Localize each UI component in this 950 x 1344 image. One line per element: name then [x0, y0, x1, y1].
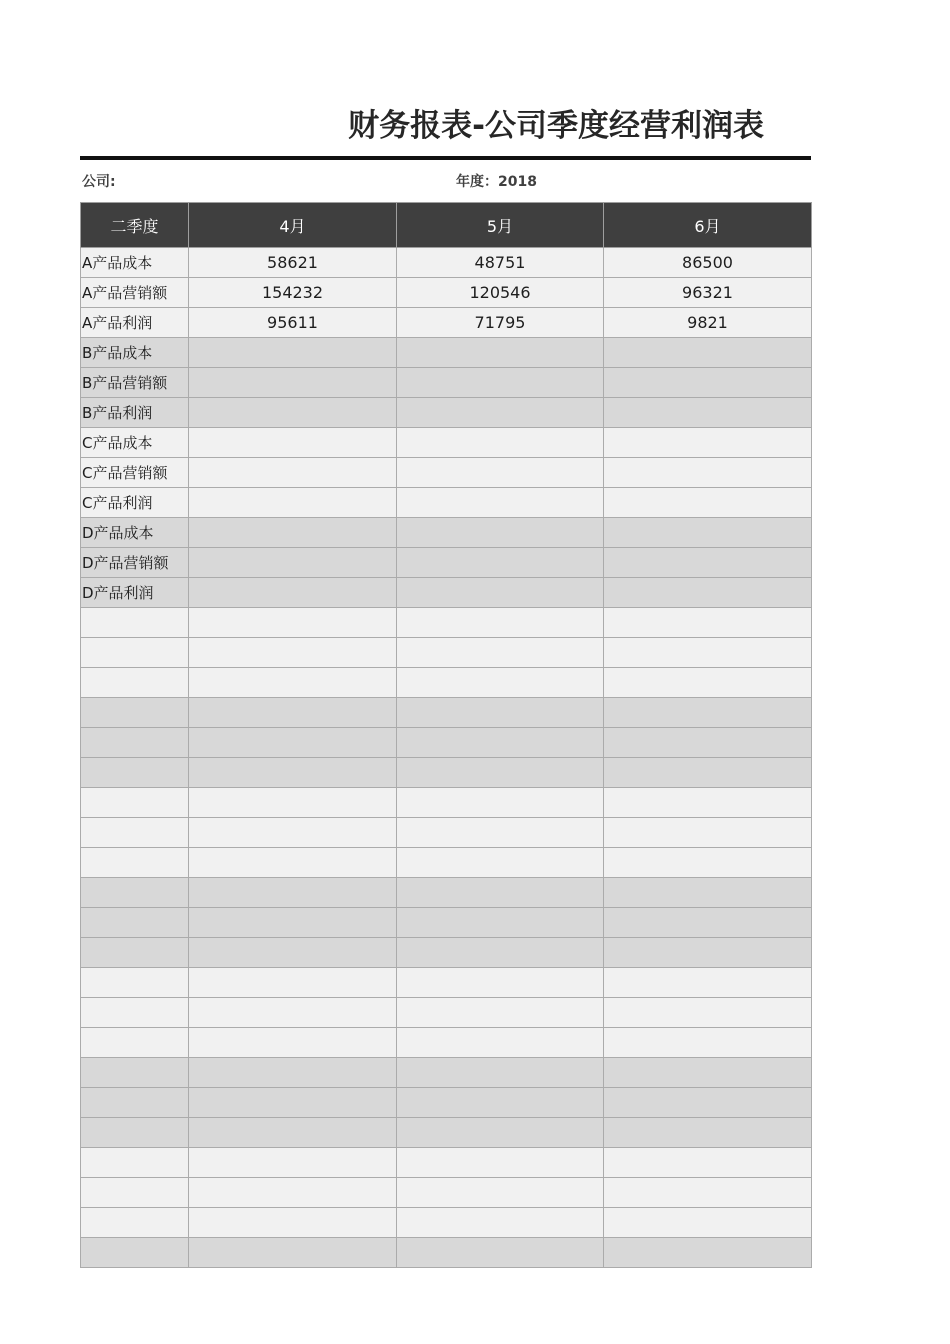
value-cell-month-6[interactable]: [604, 1208, 812, 1238]
table-row: [81, 938, 812, 968]
value-cell-month-4[interactable]: [189, 998, 397, 1028]
value-cell-month-5[interactable]: [397, 1238, 604, 1268]
value-cell-month-6[interactable]: [604, 1058, 812, 1088]
value-cell-month-5[interactable]: [397, 998, 604, 1028]
value-cell-month-6[interactable]: [604, 368, 812, 398]
table-row: [81, 428, 812, 458]
value-cell-month-5[interactable]: [397, 608, 604, 638]
value-cell-month-4[interactable]: [189, 608, 397, 638]
value-cell-month-5[interactable]: [397, 548, 604, 578]
year-label: 年度：2018: [456, 174, 537, 190]
header-quarter: 二季度: [81, 203, 189, 248]
row-label-cell[interactable]: [81, 758, 189, 788]
value-cell-month-6[interactable]: [604, 878, 812, 908]
value-cell-month-5[interactable]: [397, 968, 604, 998]
value-cell-month-5[interactable]: [397, 518, 604, 548]
table-row: [81, 698, 812, 728]
value-cell-month-5[interactable]: [397, 1058, 604, 1088]
value-cell-month-5[interactable]: [397, 788, 604, 818]
row-label-cell[interactable]: [81, 818, 189, 848]
row-label-cell[interactable]: [81, 968, 189, 998]
row-label-cell[interactable]: [81, 1238, 189, 1268]
value-cell-month-6[interactable]: [604, 818, 812, 848]
profit-table: [80, 202, 812, 1268]
report-title: 财务报表-公司季度经营利润表: [348, 108, 764, 144]
row-label-cell[interactable]: [81, 1058, 189, 1088]
row-label-cell[interactable]: C产品利润: [81, 488, 189, 518]
table-row: [81, 1118, 812, 1148]
value-cell-month-4[interactable]: [189, 638, 397, 668]
value-cell-month-6[interactable]: [604, 938, 812, 968]
row-label-cell[interactable]: [81, 1178, 189, 1208]
value-cell-month-4[interactable]: [189, 848, 397, 878]
table-row: [81, 248, 812, 278]
value-cell-month-5[interactable]: [397, 818, 604, 848]
value-cell-month-4[interactable]: [189, 1208, 397, 1238]
value-cell-month-4[interactable]: [189, 368, 397, 398]
table-row: [81, 1028, 812, 1058]
title-divider: [80, 156, 811, 160]
value-cell-month-5[interactable]: 71795: [397, 308, 604, 338]
value-cell-month-4[interactable]: [189, 758, 397, 788]
table-row: [81, 908, 812, 938]
value-cell-month-5[interactable]: [397, 458, 604, 488]
value-cell-month-4[interactable]: 154232: [189, 278, 397, 308]
value-cell-month-6[interactable]: 9821: [604, 308, 812, 338]
value-cell-month-6[interactable]: [604, 548, 812, 578]
table-row: [81, 368, 812, 398]
value-cell-month-6[interactable]: [604, 578, 812, 608]
value-cell-month-4[interactable]: [189, 578, 397, 608]
table-row: [81, 1208, 812, 1238]
table-row: [81, 458, 812, 488]
value-cell-month-6[interactable]: [604, 488, 812, 518]
value-cell-month-6[interactable]: [604, 998, 812, 1028]
row-label-cell[interactable]: [81, 608, 189, 638]
row-label-cell[interactable]: [81, 638, 189, 668]
value-cell-month-6[interactable]: [604, 668, 812, 698]
row-label-cell[interactable]: B产品成本: [81, 338, 189, 368]
row-label-cell[interactable]: [81, 698, 189, 728]
value-cell-month-6[interactable]: [604, 1178, 812, 1208]
value-cell-month-4[interactable]: [189, 1118, 397, 1148]
table-row: [81, 818, 812, 848]
table-row: [81, 548, 812, 578]
table-header-row: [81, 203, 812, 248]
value-cell-month-4[interactable]: [189, 1148, 397, 1178]
row-label-cell[interactable]: A产品营销额: [81, 278, 189, 308]
value-cell-month-4[interactable]: [189, 488, 397, 518]
value-cell-month-4[interactable]: [189, 908, 397, 938]
row-label-cell[interactable]: A产品成本: [81, 248, 189, 278]
value-cell-month-6[interactable]: [604, 968, 812, 998]
value-cell-month-5[interactable]: [397, 1208, 604, 1238]
row-label-cell[interactable]: B产品营销额: [81, 368, 189, 398]
table-row: [81, 668, 812, 698]
value-cell-month-6[interactable]: [604, 698, 812, 728]
table-row: [81, 1058, 812, 1088]
value-cell-month-6[interactable]: [604, 1238, 812, 1268]
value-cell-month-6[interactable]: [604, 1028, 812, 1058]
value-cell-month-4[interactable]: [189, 1238, 397, 1268]
value-cell-month-5[interactable]: [397, 758, 604, 788]
row-label-cell[interactable]: [81, 1208, 189, 1238]
table-row: [81, 1148, 812, 1178]
value-cell-month-5[interactable]: [397, 578, 604, 608]
row-label-cell[interactable]: [81, 908, 189, 938]
row-label-cell[interactable]: A产品利润: [81, 308, 189, 338]
table-row: [81, 968, 812, 998]
value-cell-month-5[interactable]: [397, 488, 604, 518]
value-cell-month-6[interactable]: [604, 788, 812, 818]
value-cell-month-5[interactable]: [397, 1148, 604, 1178]
table-row: [81, 878, 812, 908]
value-cell-month-5[interactable]: [397, 428, 604, 458]
table-row: [81, 518, 812, 548]
value-cell-month-5[interactable]: [397, 668, 604, 698]
value-cell-month-5[interactable]: 120546: [397, 278, 604, 308]
row-label-cell[interactable]: [81, 998, 189, 1028]
table-row: [81, 608, 812, 638]
table-row: [81, 1238, 812, 1268]
value-cell-month-4[interactable]: [189, 878, 397, 908]
table-row: [81, 848, 812, 878]
row-label-cell[interactable]: [81, 668, 189, 698]
row-label-cell[interactable]: [81, 878, 189, 908]
table-row: [81, 308, 812, 338]
value-cell-month-6[interactable]: [604, 1148, 812, 1178]
value-cell-month-6[interactable]: [604, 428, 812, 458]
value-cell-month-5[interactable]: 48751: [397, 248, 604, 278]
row-label-cell[interactable]: [81, 788, 189, 818]
table-row: [81, 638, 812, 668]
value-cell-month-6[interactable]: [604, 608, 812, 638]
value-cell-month-6[interactable]: [604, 458, 812, 488]
value-cell-month-4[interactable]: [189, 1028, 397, 1058]
value-cell-month-6[interactable]: [604, 758, 812, 788]
header-month-4: 4月: [189, 203, 397, 248]
value-cell-month-4[interactable]: [189, 518, 397, 548]
row-label-cell[interactable]: B产品利润: [81, 398, 189, 428]
row-label-cell[interactable]: [81, 1088, 189, 1118]
table-row: [81, 278, 812, 308]
table-row: [81, 998, 812, 1028]
value-cell-month-4[interactable]: [189, 398, 397, 428]
value-cell-month-4[interactable]: [189, 1178, 397, 1208]
row-label-cell[interactable]: [81, 848, 189, 878]
value-cell-month-4[interactable]: [189, 338, 397, 368]
row-label-cell[interactable]: D产品营销额: [81, 548, 189, 578]
value-cell-month-4[interactable]: [189, 1088, 397, 1118]
value-cell-month-5[interactable]: [397, 698, 604, 728]
row-label-cell[interactable]: [81, 1028, 189, 1058]
value-cell-month-4[interactable]: 58621: [189, 248, 397, 278]
value-cell-month-5[interactable]: [397, 848, 604, 878]
table-body: [81, 248, 812, 1268]
value-cell-month-6[interactable]: [604, 1088, 812, 1118]
value-cell-month-5[interactable]: [397, 1028, 604, 1058]
company-label: 公司:: [82, 174, 116, 190]
value-cell-month-5[interactable]: [397, 1178, 604, 1208]
table-row: [81, 788, 812, 818]
table-row: [81, 728, 812, 758]
value-cell-month-5[interactable]: [397, 368, 604, 398]
value-cell-month-5[interactable]: [397, 398, 604, 428]
value-cell-month-6[interactable]: 86500: [604, 248, 812, 278]
value-cell-month-4[interactable]: [189, 968, 397, 998]
value-cell-month-4[interactable]: [189, 788, 397, 818]
value-cell-month-6[interactable]: [604, 338, 812, 368]
value-cell-month-6[interactable]: [604, 908, 812, 938]
value-cell-month-4[interactable]: [189, 698, 397, 728]
value-cell-month-4[interactable]: 95611: [189, 308, 397, 338]
value-cell-month-6[interactable]: [604, 728, 812, 758]
value-cell-month-5[interactable]: [397, 878, 604, 908]
value-cell-month-5[interactable]: [397, 1088, 604, 1118]
value-cell-month-4[interactable]: [189, 428, 397, 458]
header-month-5: 5月: [397, 203, 604, 248]
row-label-cell[interactable]: D产品利润: [81, 578, 189, 608]
table-row: [81, 488, 812, 518]
table-row: [81, 398, 812, 428]
value-cell-month-5[interactable]: [397, 728, 604, 758]
value-cell-month-4[interactable]: [189, 548, 397, 578]
value-cell-month-6[interactable]: [604, 398, 812, 428]
value-cell-month-5[interactable]: [397, 638, 604, 668]
row-label-cell[interactable]: [81, 1148, 189, 1178]
value-cell-month-6[interactable]: [604, 1118, 812, 1148]
table-row: [81, 1178, 812, 1208]
row-label-cell[interactable]: D产品成本: [81, 518, 189, 548]
value-cell-month-4[interactable]: [189, 938, 397, 968]
row-label-cell[interactable]: C产品成本: [81, 428, 189, 458]
table-row: [81, 758, 812, 788]
value-cell-month-6[interactable]: 96321: [604, 278, 812, 308]
value-cell-month-4[interactable]: [189, 458, 397, 488]
value-cell-month-4[interactable]: [189, 728, 397, 758]
value-cell-month-5[interactable]: [397, 1118, 604, 1148]
value-cell-month-5[interactable]: [397, 908, 604, 938]
value-cell-month-4[interactable]: [189, 1058, 397, 1088]
table-row: [81, 578, 812, 608]
row-label-cell[interactable]: [81, 938, 189, 968]
row-label-cell[interactable]: C产品营销额: [81, 458, 189, 488]
row-label-cell[interactable]: [81, 1118, 189, 1148]
value-cell-month-5[interactable]: [397, 338, 604, 368]
value-cell-month-4[interactable]: [189, 818, 397, 848]
table-row: [81, 338, 812, 368]
row-label-cell[interactable]: [81, 728, 189, 758]
table-row: [81, 1088, 812, 1118]
value-cell-month-6[interactable]: [604, 638, 812, 668]
value-cell-month-6[interactable]: [604, 848, 812, 878]
value-cell-month-6[interactable]: [604, 518, 812, 548]
report-meta: [80, 170, 811, 194]
header-month-6: 6月: [604, 203, 812, 248]
value-cell-month-5[interactable]: [397, 938, 604, 968]
value-cell-month-4[interactable]: [189, 668, 397, 698]
